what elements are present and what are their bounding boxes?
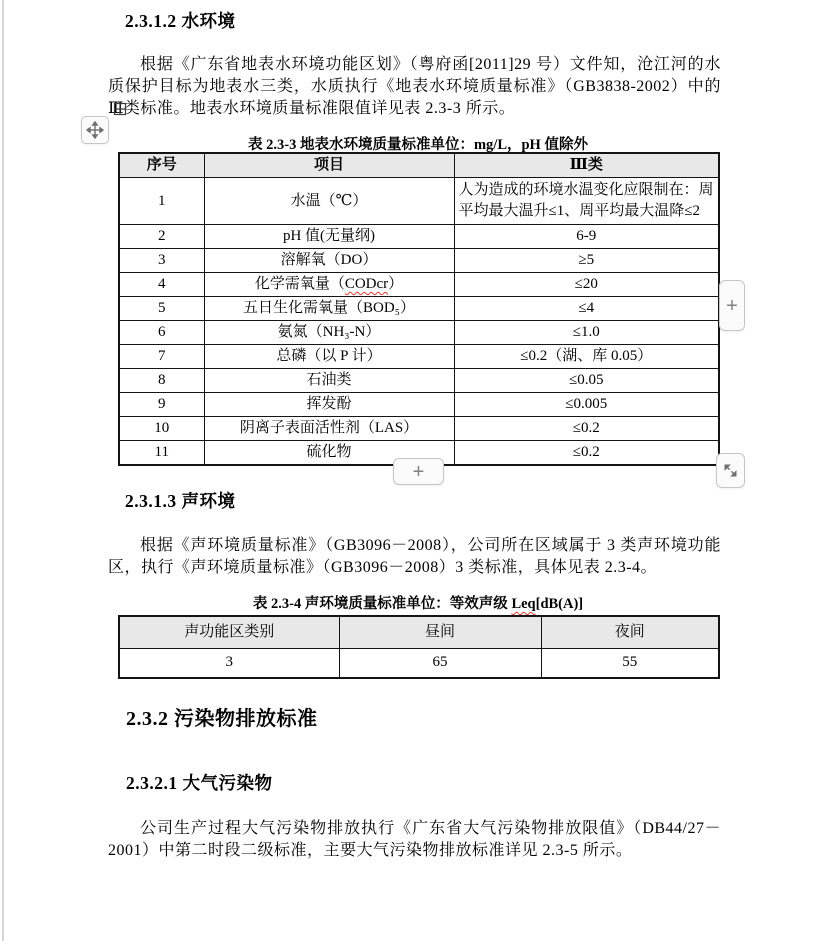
table-row	[119, 417, 719, 441]
text-run: ≤0.2	[572, 444, 600, 460]
add-row-button[interactable]	[393, 458, 444, 485]
table-cell	[454, 225, 719, 249]
plus-icon: +	[412, 460, 425, 483]
misspelled-text: CODcr	[344, 276, 389, 292]
table-cell	[454, 178, 719, 225]
text-run: 表 2.3-4 声环境质量标准单位：等效声级	[252, 596, 512, 612]
text-run: 6	[158, 324, 166, 340]
text-run: ≤0.05	[569, 372, 604, 388]
table-noise-quality-standards	[118, 615, 720, 679]
text-run: 65	[432, 654, 448, 671]
table-row	[119, 369, 719, 393]
table-row	[119, 345, 719, 369]
table-row	[119, 297, 719, 321]
text-run: 10	[154, 420, 170, 436]
table-cell	[454, 369, 719, 393]
text-run: 总磷（以 P 计）	[276, 348, 382, 364]
text-run: ≤0.2（湖、库 0.05）	[520, 348, 653, 364]
plus-icon: +	[726, 294, 738, 317]
table-row	[119, 178, 719, 225]
heading-pollutant-emission-standards: 2.3.2 污染物排放标准	[126, 708, 318, 730]
text-run: ≤1.0	[572, 324, 600, 340]
table-cell	[119, 249, 204, 273]
table-cell	[454, 393, 719, 417]
table-cell	[204, 345, 454, 369]
text-run: 1	[158, 192, 166, 209]
paragraph-air-pollutants: 公司生产过程大气污染物排放执行《广东省大气污染物排放限值》（DB44/27－2001）中第二时段二级标准，主要大气污染物排放标准详见 2.3-5 所示。	[108, 820, 721, 859]
move-handle-button[interactable]	[81, 116, 109, 144]
text-run: 阴离子表面活性剂（LAS）	[239, 420, 419, 436]
table-row	[119, 321, 719, 345]
text-run: 3	[158, 252, 166, 268]
text-run: 4	[158, 276, 166, 292]
table-cell	[119, 273, 204, 297]
text-run: 3	[225, 654, 233, 671]
table-cell	[204, 369, 454, 393]
table-cell	[204, 297, 454, 321]
text-run: ≤4	[578, 300, 595, 316]
table-cell	[119, 441, 204, 466]
text-run: 挥发酚	[306, 396, 352, 412]
table-cell	[119, 321, 204, 345]
table-water-quality-standards	[118, 152, 720, 466]
text-run: 11	[154, 444, 169, 460]
text-run: pH 值(无量纲)	[282, 228, 376, 244]
text-run: 2	[158, 228, 166, 244]
table-cell	[119, 178, 204, 225]
heading-noise-environment: 2.3.1.3 声环境	[125, 491, 236, 511]
table-cell	[454, 345, 719, 369]
table-cell	[119, 297, 204, 321]
column-header: Ⅲ类	[454, 153, 719, 178]
table-cell	[204, 249, 454, 273]
table-cell	[454, 249, 719, 273]
text-run: 氨氮（NH₃-N）	[277, 324, 381, 340]
text-run: 6-9	[576, 228, 597, 244]
text-run: 9	[158, 396, 166, 412]
paragraph-noise-environment: 根据《声环境质量标准》（GB3096－2008），公司所在区域属于 3 类声环境功能区，执行《声环境质量标准》（GB3096－2008）3 类标准，具体见表 2.3-4。	[108, 537, 721, 576]
table-row	[119, 273, 719, 297]
move-icon	[86, 121, 104, 139]
table-cell	[204, 178, 454, 225]
table-cell	[541, 648, 719, 678]
table-cell	[454, 417, 719, 441]
text-run: 人为造成的环境水温变化应限制在：周平均最大温升≤1、周平均最大温降≤2	[458, 182, 714, 219]
add-column-button[interactable]	[719, 280, 745, 331]
text-run: 5	[158, 300, 166, 316]
table-cell	[119, 369, 204, 393]
table-cell	[119, 225, 204, 249]
table-cell	[339, 648, 541, 678]
text-run: 化学需氧量（	[254, 276, 345, 292]
table-resize-button[interactable]	[716, 453, 745, 488]
table-cell	[204, 273, 454, 297]
table-cell	[204, 321, 454, 345]
heading-air-pollutants: 2.3.2.1 大气污染物	[126, 773, 273, 793]
text-run: ）	[388, 276, 404, 292]
table-cell	[119, 393, 204, 417]
text-run: [dB(A)]	[535, 596, 584, 612]
table-cell	[119, 648, 339, 678]
table-cell	[204, 225, 454, 249]
text-run: 五日生化需氧量（BOD₅）	[243, 300, 415, 316]
table-cell	[119, 345, 204, 369]
table-cell	[204, 417, 454, 441]
text-run: ≥5	[578, 252, 595, 268]
text-run: 表 2.3-3 地表水环境质量标准单位：mg/L，pH 值除外	[248, 137, 588, 153]
column-header: 声功能区类别	[119, 616, 339, 648]
paragraph-water-environment: 根据《广东省地表水环境功能区划》（粤府函[2011]29 号）文件知，沧江河的水质保护目标为地表水三类，水质执行《地表水环境质量标准》（GB3838-2002）中的Ⅲ类标准。地表水环境质量标准限值详见表 2.3-3 所示。	[108, 56, 721, 117]
page-left-edge	[2, 0, 4, 941]
table-cell	[454, 297, 719, 321]
resize-diagonal-icon	[722, 462, 739, 479]
table-caption-water	[118, 133, 718, 154]
text-run: ≤0.2	[572, 420, 600, 436]
table-cell	[119, 417, 204, 441]
text-run: 7	[158, 348, 166, 364]
table-row	[119, 225, 719, 249]
table-row	[119, 249, 719, 273]
text-run: 水温（℃）	[290, 192, 368, 209]
text-run: 石油类	[306, 372, 352, 388]
text-run: ≤20	[574, 276, 598, 292]
column-header: 序号	[119, 153, 204, 178]
table-cell	[454, 273, 719, 297]
column-header: 昼间	[339, 616, 541, 648]
column-header: 夜间	[541, 616, 719, 648]
text-run: 硫化物	[306, 444, 352, 460]
table-caption-noise	[118, 592, 718, 613]
text-run: 溶解氧（DO）	[280, 252, 378, 268]
table-cell	[454, 321, 719, 345]
text-run: 8	[158, 372, 166, 388]
table-row	[119, 393, 719, 417]
text-run: ≤0.005	[565, 396, 608, 412]
heading-water-environment: 2.3.1.2 水环境	[125, 11, 236, 31]
misspelled-text: Leq	[511, 596, 536, 612]
text-run: 55	[622, 654, 638, 671]
table-row	[119, 648, 719, 678]
table-anchor-icon[interactable]	[113, 102, 127, 116]
column-header: 项目	[204, 153, 454, 178]
table-cell	[204, 393, 454, 417]
table-cell	[454, 441, 719, 466]
